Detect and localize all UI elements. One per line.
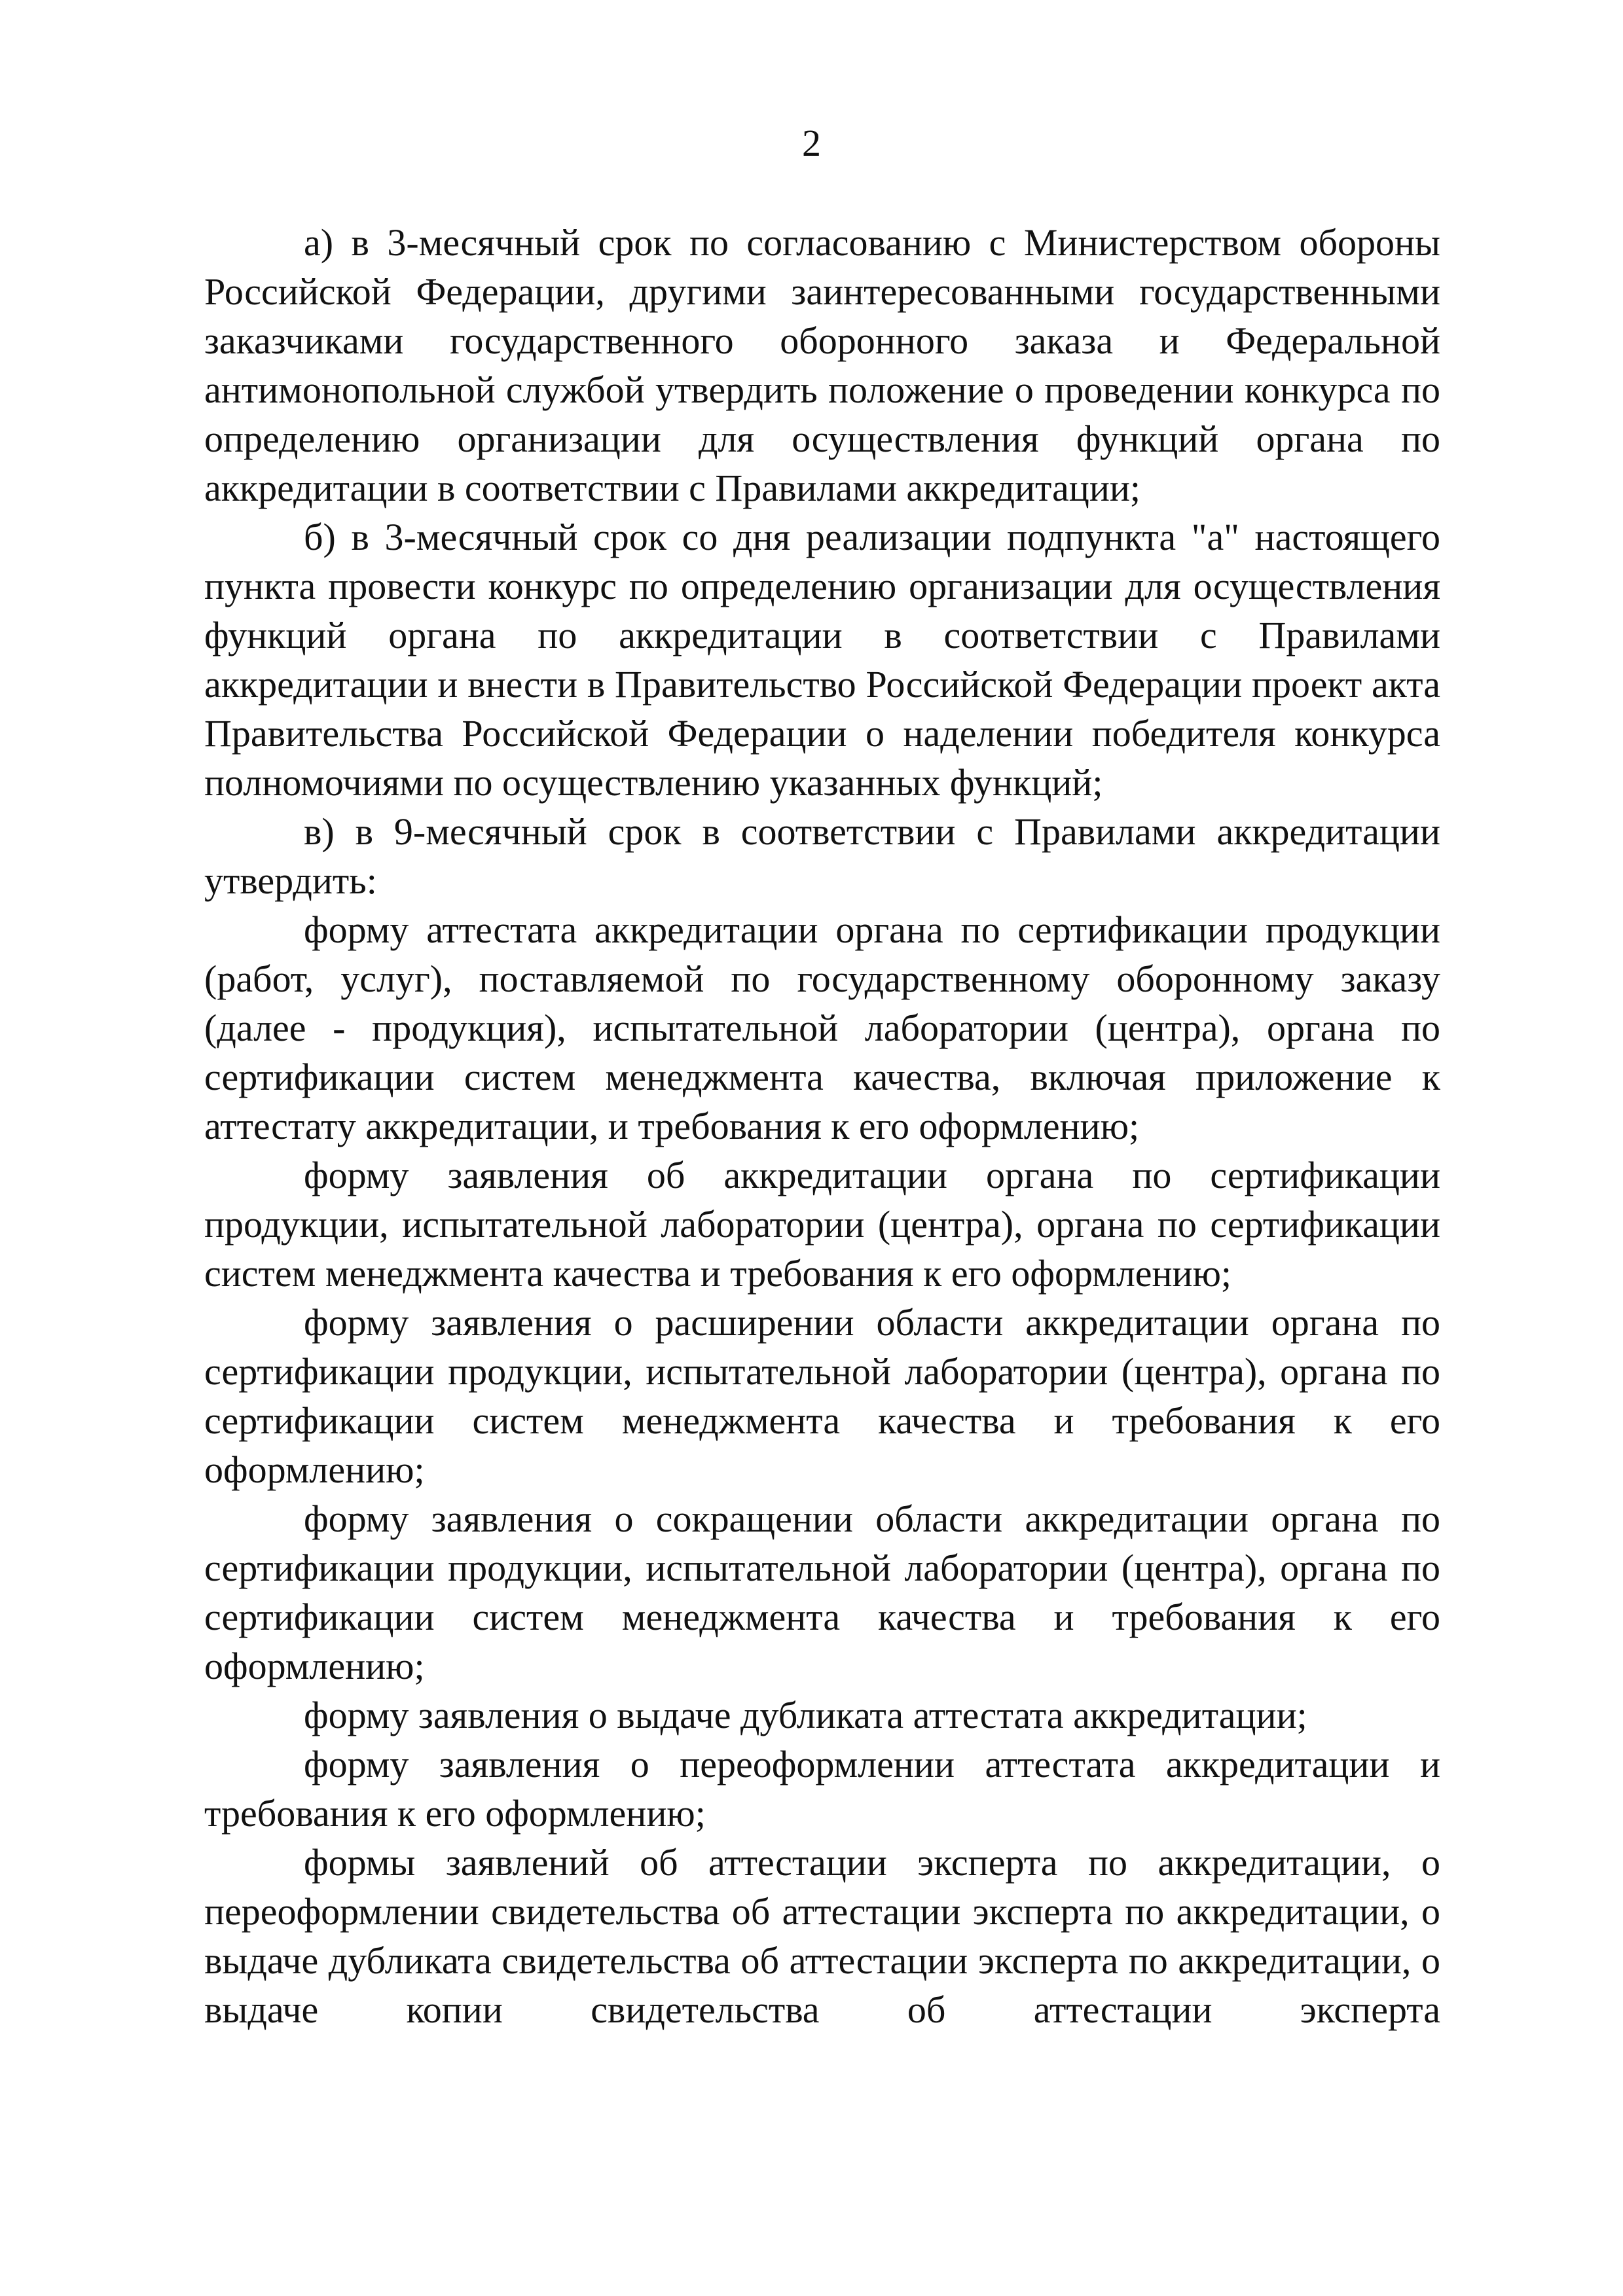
list-item-scope-reduction-application: форму заявления о сокращении области аккредитации органа по сертификации продукции, испытательной лаборатории (центра), органа по сертификации систем менеджмента качества и требования к его оформлению; [204, 1498, 1440, 1687]
paragraph-v: в) в 9-месячный срок в соответствии с Правилами аккредитации утвердить: [204, 810, 1440, 902]
paragraph-a: а) в 3-месячный срок по согласованию с Министерством обороны Российской Федерации, другими заинтересованными государственными заказчиками государственного оборонного заказа и Федеральной антимонопольной службой утвердить положение о проведении конкурса по определению организации для осуществления функций органа по аккредитации в соответствии с Правилами аккредитации; [204, 221, 1440, 509]
list-item-attestat-form: форму аттестата аккредитации органа по сертификации продукции (работ, услуг), поставляемой по государственному оборонному заказу (далее - продукция), испытательной лаборатории (центра), органа по сертификации систем менеджмента качества, включая приложение к аттестату аккредитации, и требования к его оформлению; [204, 908, 1440, 1147]
list-item-expert-applications: формы заявлений об аттестации эксперта по аккредитации, о переоформлении свидетельства об аттестации эксперта по аккредитации, о выдаче дубликата свидетельства об аттестации эксперта по аккредитации, о выдаче копии свидетельства об аттестации эксперта [204, 1841, 1440, 2031]
document-body [204, 218, 1440, 2034]
page-number: 2 [802, 122, 821, 164]
paragraph-b: б) в 3-месячный срок со дня реализации подпункта "а" настоящего пункта провести конкурс по определению организации для осуществления функций органа по аккредитации в соответствии с Правилами аккредитации и внести в Правительство Российской Федерации проект акта Правительства Российской Федерации о наделении победителя конкурса полномочиями по осуществлению указанных функций; [204, 516, 1440, 804]
list-item-duplicate-application: форму заявления о выдаче дубликата аттестата аккредитации; [304, 1694, 1307, 1736]
list-item-reissue-application: форму заявления о переоформлении аттестата аккредитации и требования к его оформлению; [204, 1743, 1440, 1835]
list-item-accreditation-application: форму заявления об аккредитации органа по сертификации продукции, испытательной лаборатории (центра), органа по сертификации систем менеджмента качества и требования к его оформлению; [204, 1154, 1440, 1295]
list-item-scope-extension-application: форму заявления о расширении области аккредитации органа по сертификации продукции, испытательной лаборатории (центра), органа по сертификации систем менеджмента качества и требования к его оформлению; [204, 1301, 1440, 1491]
